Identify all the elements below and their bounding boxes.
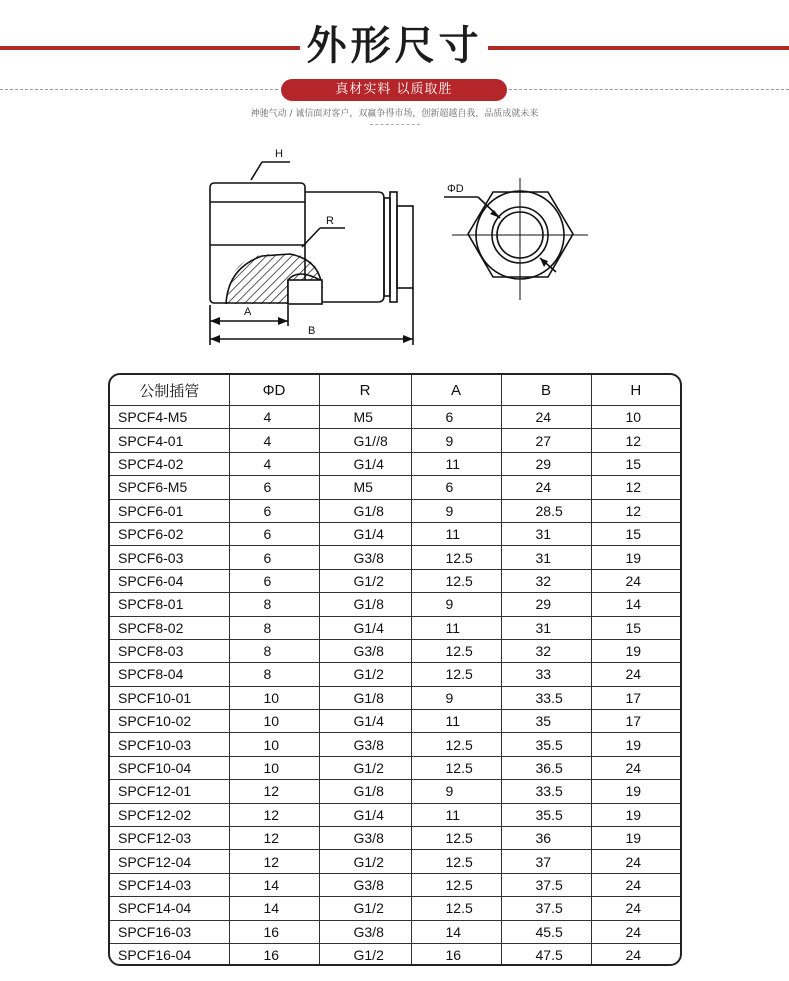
subtitle-rule-left xyxy=(0,89,278,90)
cell-h: 14 xyxy=(591,593,680,616)
header-model: 公制插管 xyxy=(110,375,229,406)
cell-h: 24 xyxy=(591,569,680,592)
cell-r: G1/2 xyxy=(319,943,411,966)
table-header-row xyxy=(110,375,680,406)
dimension-diagram xyxy=(0,140,789,355)
cell-r: G1/4 xyxy=(319,616,411,639)
cell-b: 35.5 xyxy=(501,803,591,826)
cell-r: M5 xyxy=(319,476,411,499)
cell-h: 24 xyxy=(591,873,680,896)
cell-r: G3/8 xyxy=(319,920,411,943)
cell-b: 33 xyxy=(501,663,591,686)
table-row xyxy=(110,827,680,850)
cell-r: G3/8 xyxy=(319,873,411,896)
cell-r: G1//8 xyxy=(319,429,411,452)
table-row xyxy=(110,710,680,733)
cell-b: 24 xyxy=(501,406,591,429)
cell-model: SPCF12-01 xyxy=(110,780,229,803)
cell-b: 29 xyxy=(501,452,591,475)
cell-b: 33.5 xyxy=(501,686,591,709)
cell-phi-d: 6 xyxy=(229,569,319,592)
cell-a: 12.5 xyxy=(411,546,501,569)
table-row xyxy=(110,429,680,452)
cell-b: 37.5 xyxy=(501,897,591,920)
cell-h: 24 xyxy=(591,897,680,920)
table-row xyxy=(110,803,680,826)
label-h: H xyxy=(275,148,283,160)
cell-b: 47.5 xyxy=(501,943,591,966)
cell-h: 24 xyxy=(591,943,680,966)
cell-phi-d: 12 xyxy=(229,850,319,873)
cell-phi-d: 16 xyxy=(229,920,319,943)
fitting-drawing xyxy=(0,140,789,355)
cell-b: 27 xyxy=(501,429,591,452)
table-row xyxy=(110,452,680,475)
table-row xyxy=(110,943,680,966)
table-row xyxy=(110,616,680,639)
cell-model: SPCF16-03 xyxy=(110,920,229,943)
cell-r: G3/8 xyxy=(319,733,411,756)
cell-a: 9 xyxy=(411,593,501,616)
cell-a: 11 xyxy=(411,522,501,545)
cell-h: 19 xyxy=(591,780,680,803)
cell-model: SPCF4-M5 xyxy=(110,406,229,429)
cell-r: G1/2 xyxy=(319,569,411,592)
label-r: R xyxy=(326,215,334,227)
cell-r: G1/8 xyxy=(319,780,411,803)
table-row xyxy=(110,897,680,920)
cell-phi-d: 6 xyxy=(229,476,319,499)
cell-model: SPCF8-01 xyxy=(110,593,229,616)
cell-model: SPCF4-02 xyxy=(110,452,229,475)
table-row xyxy=(110,476,680,499)
table-row xyxy=(110,406,680,429)
cell-phi-d: 4 xyxy=(229,406,319,429)
table-row xyxy=(110,780,680,803)
cell-model: SPCF12-04 xyxy=(110,850,229,873)
tagline: 神驰气动 / 诚信面对客户，双赢争得市场，创新超越自我，品质成就未来 xyxy=(250,109,539,119)
cell-b: 37.5 xyxy=(501,873,591,896)
cell-model: SPCF4-01 xyxy=(110,429,229,452)
cell-phi-d: 4 xyxy=(229,429,319,452)
cell-a: 9 xyxy=(411,499,501,522)
cell-r: G1/2 xyxy=(319,756,411,779)
cell-model: SPCF6-04 xyxy=(110,569,229,592)
cell-phi-d: 8 xyxy=(229,616,319,639)
cell-b: 37 xyxy=(501,850,591,873)
cell-b: 45.5 xyxy=(501,920,591,943)
cell-model: SPCF6-M5 xyxy=(110,476,229,499)
cell-model: SPCF8-03 xyxy=(110,639,229,662)
cell-phi-d: 6 xyxy=(229,499,319,522)
cell-phi-d: 12 xyxy=(229,827,319,850)
cell-b: 24 xyxy=(501,476,591,499)
cell-phi-d: 10 xyxy=(229,710,319,733)
cell-r: G1/8 xyxy=(319,686,411,709)
cell-h: 19 xyxy=(591,733,680,756)
table-row xyxy=(110,733,680,756)
cell-b: 35.5 xyxy=(501,733,591,756)
header-r: R xyxy=(319,375,411,406)
cell-h: 24 xyxy=(591,920,680,943)
label-phi-d: ΦD xyxy=(447,183,464,195)
cell-a: 16 xyxy=(411,943,501,966)
label-b: B xyxy=(308,325,316,337)
table-row xyxy=(110,756,680,779)
cell-a: 12.5 xyxy=(411,827,501,850)
cell-b: 32 xyxy=(501,639,591,662)
cell-phi-d: 12 xyxy=(229,803,319,826)
subtitle-badge: 真材实料 以质取胜 xyxy=(281,79,507,101)
cell-h: 12 xyxy=(591,476,680,499)
cell-h: 15 xyxy=(591,452,680,475)
cell-a: 11 xyxy=(411,452,501,475)
cell-a: 12.5 xyxy=(411,639,501,662)
cell-b: 33.5 xyxy=(501,780,591,803)
cell-phi-d: 10 xyxy=(229,733,319,756)
cell-phi-d: 4 xyxy=(229,452,319,475)
cell-phi-d: 8 xyxy=(229,663,319,686)
cell-r: G3/8 xyxy=(319,827,411,850)
cell-a: 9 xyxy=(411,780,501,803)
cell-h: 15 xyxy=(591,522,680,545)
cell-model: SPCF14-03 xyxy=(110,873,229,896)
header-b: B xyxy=(501,375,591,406)
cell-b: 31 xyxy=(501,546,591,569)
cell-phi-d: 10 xyxy=(229,686,319,709)
cell-r: M5 xyxy=(319,406,411,429)
cell-r: G1/4 xyxy=(319,803,411,826)
cell-model: SPCF6-02 xyxy=(110,522,229,545)
cell-h: 12 xyxy=(591,429,680,452)
cell-a: 11 xyxy=(411,616,501,639)
cell-r: G3/8 xyxy=(319,639,411,662)
cell-model: SPCF10-02 xyxy=(110,710,229,733)
cell-h: 19 xyxy=(591,639,680,662)
cell-b: 36.5 xyxy=(501,756,591,779)
cell-h: 10 xyxy=(591,406,680,429)
cell-a: 12.5 xyxy=(411,756,501,779)
cell-h: 17 xyxy=(591,710,680,733)
cell-a: 12.5 xyxy=(411,873,501,896)
table-row xyxy=(110,686,680,709)
cell-a: 12.5 xyxy=(411,663,501,686)
cell-r: G1/2 xyxy=(319,850,411,873)
cell-model: SPCF8-02 xyxy=(110,616,229,639)
cell-h: 24 xyxy=(591,663,680,686)
label-a: A xyxy=(244,306,252,318)
cell-h: 19 xyxy=(591,827,680,850)
cell-a: 14 xyxy=(411,920,501,943)
cell-a: 11 xyxy=(411,710,501,733)
cell-phi-d: 6 xyxy=(229,522,319,545)
cell-h: 19 xyxy=(591,546,680,569)
table-row xyxy=(110,569,680,592)
cell-h: 12 xyxy=(591,499,680,522)
cell-a: 12.5 xyxy=(411,897,501,920)
header-a: A xyxy=(411,375,501,406)
tagline-underline xyxy=(370,124,420,125)
header-phi-d: ΦD xyxy=(229,375,319,406)
cell-r: G1/2 xyxy=(319,897,411,920)
cell-b: 28.5 xyxy=(501,499,591,522)
cell-model: SPCF10-03 xyxy=(110,733,229,756)
table-row xyxy=(110,593,680,616)
cell-phi-d: 16 xyxy=(229,943,319,966)
cell-a: 9 xyxy=(411,429,501,452)
cell-b: 31 xyxy=(501,522,591,545)
table-row xyxy=(110,499,680,522)
cell-model: SPCF16-04 xyxy=(110,943,229,966)
cell-a: 6 xyxy=(411,406,501,429)
cell-model: SPCF10-04 xyxy=(110,756,229,779)
cell-h: 19 xyxy=(591,803,680,826)
table-row xyxy=(110,920,680,943)
table-row xyxy=(110,522,680,545)
dimension-table xyxy=(108,373,682,966)
cell-h: 17 xyxy=(591,686,680,709)
cell-model: SPCF6-03 xyxy=(110,546,229,569)
cell-b: 31 xyxy=(501,616,591,639)
cell-a: 12.5 xyxy=(411,850,501,873)
cell-a: 11 xyxy=(411,803,501,826)
cell-h: 24 xyxy=(591,756,680,779)
cell-r: G1/8 xyxy=(319,593,411,616)
cell-a: 9 xyxy=(411,686,501,709)
table-row xyxy=(110,663,680,686)
cell-model: SPCF8-04 xyxy=(110,663,229,686)
cell-phi-d: 12 xyxy=(229,780,319,803)
cell-h: 15 xyxy=(591,616,680,639)
cell-r: G1/4 xyxy=(319,522,411,545)
cell-phi-d: 8 xyxy=(229,639,319,662)
header-h: H xyxy=(591,375,680,406)
cell-phi-d: 14 xyxy=(229,873,319,896)
table-row xyxy=(110,546,680,569)
cell-model: SPCF14-04 xyxy=(110,897,229,920)
cell-phi-d: 14 xyxy=(229,897,319,920)
cell-phi-d: 8 xyxy=(229,593,319,616)
page-header xyxy=(0,0,789,130)
cell-r: G1/4 xyxy=(319,710,411,733)
cell-phi-d: 6 xyxy=(229,546,319,569)
cell-r: G1/8 xyxy=(319,499,411,522)
cell-h: 24 xyxy=(591,850,680,873)
table-row xyxy=(110,850,680,873)
subtitle-rule-right xyxy=(509,89,789,90)
cell-b: 29 xyxy=(501,593,591,616)
cell-model: SPCF10-01 xyxy=(110,686,229,709)
cell-phi-d: 10 xyxy=(229,756,319,779)
page-title: 外形尺寸 xyxy=(306,23,483,69)
cell-model: SPCF6-01 xyxy=(110,499,229,522)
table-row xyxy=(110,873,680,896)
cell-r: G3/8 xyxy=(319,546,411,569)
cell-model: SPCF12-03 xyxy=(110,827,229,850)
cell-a: 6 xyxy=(411,476,501,499)
cell-model: SPCF12-02 xyxy=(110,803,229,826)
cell-b: 32 xyxy=(501,569,591,592)
cell-b: 35 xyxy=(501,710,591,733)
cell-a: 12.5 xyxy=(411,733,501,756)
cell-r: G1/4 xyxy=(319,452,411,475)
table-row xyxy=(110,639,680,662)
cell-b: 36 xyxy=(501,827,591,850)
cell-a: 12.5 xyxy=(411,569,501,592)
cell-r: G1/2 xyxy=(319,663,411,686)
